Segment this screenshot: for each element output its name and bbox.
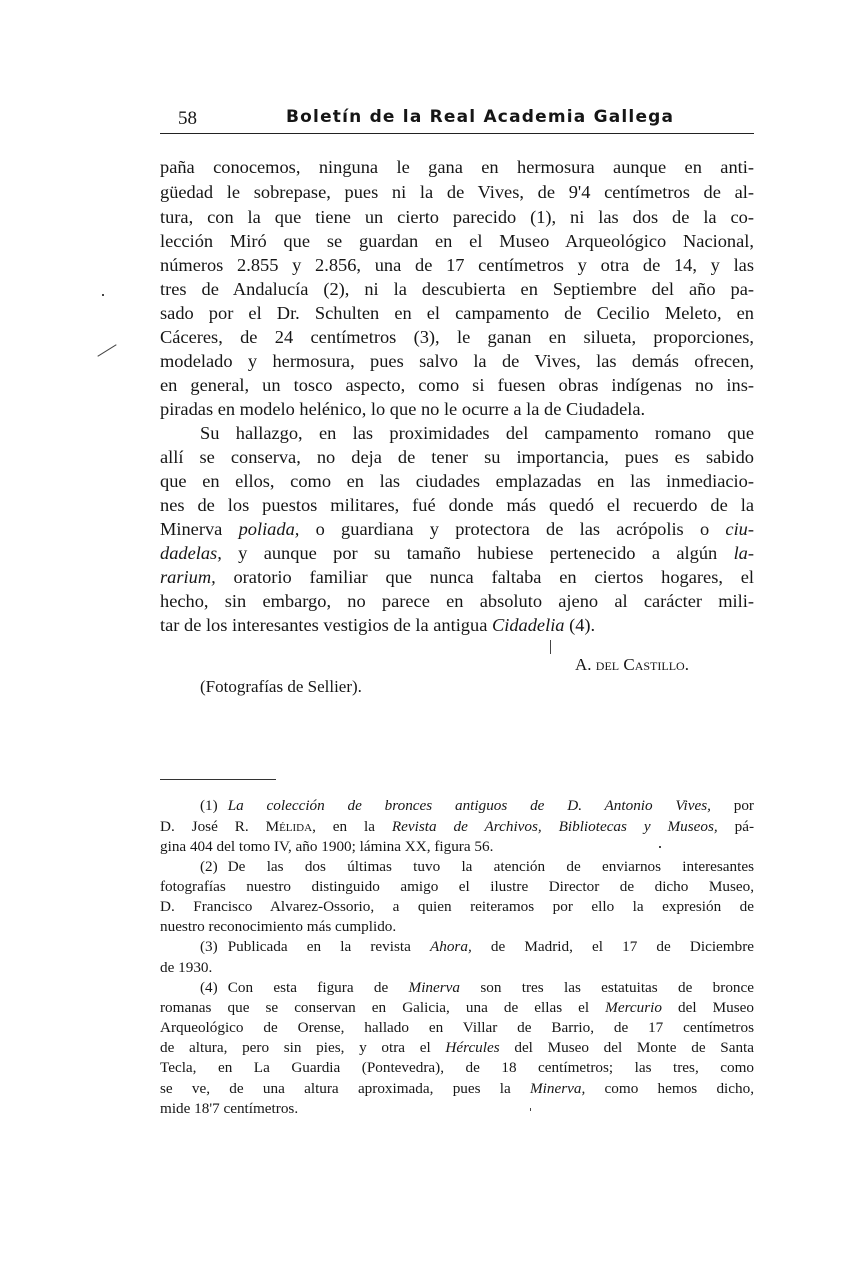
body-line: lección Miró que se guardan en el Museo Arqueológico Nacional, [160, 231, 754, 251]
italic-text: Ahora, [429, 938, 472, 955]
body-line: sado por el Dr. Schulten en el campamento de Cecilio Meleto, en [160, 303, 754, 323]
footnote-line: Tecla, en La Guardia (Pontevedra), de 18 centímetros; las tres, como [160, 1059, 754, 1076]
body-line: paña conocemos, ninguna le gana en hermosura aunque en anti- [160, 157, 754, 177]
author-name: Mélida [265, 818, 313, 835]
body-line: Minerva poliada, o guardiana y protectora de las acrópolis o ciu- [160, 519, 754, 539]
body-line: números 2.855 y 2.856, una de 17 centímetros y otra de 14, y las [160, 255, 754, 275]
signature-initial: A. [575, 655, 596, 674]
footnote-line: fotografías nuestro distinguido amigo el ilustre Director de dicho Museo, [160, 878, 754, 895]
footnote-number: (3) [200, 938, 218, 955]
body-line: Cáceres, de 24 centímetros (3), le ganan en silueta, proporciones, [160, 327, 754, 347]
italic-text: Minerva, [530, 1080, 586, 1097]
body-line: nes de los puestos militares, fué donde más quedó el recuerdo de la [160, 495, 754, 515]
header-rule [160, 133, 754, 134]
footnote-rule [160, 779, 276, 780]
body-line: güedad le sobrepase, pues ni la de Vives, de 9'4 centímetros de al- [160, 182, 754, 202]
italic-text: La colección de bronces antiguos de D. Antonio Vives, [227, 797, 711, 814]
body-line: hecho, sin embargo, no parece en absoluto ajeno al carácter mili- [160, 591, 754, 611]
footnote-line: romanas que se conservan en Galicia, una de ellas el Mercurio del Museo [160, 999, 754, 1016]
body-line: Su hallazgo, en las proximidades del campamento romano que [200, 423, 754, 443]
italic-text: Cidadelia [491, 615, 565, 635]
body-line: tura, con la que tiene un cierto parecido (1), ni las dos de la co- [160, 207, 754, 227]
footnote-line: D. Francisco Alvarez-Ossorio, a quien reiteramos por ello la expresión de [160, 898, 754, 915]
italic-text: Minerva [408, 979, 460, 996]
footnote-line: mide 18'7 centímetros. [160, 1100, 299, 1117]
running-title: Boletín de la Real Academia Gallega [286, 107, 675, 127]
footnote-line: (1) La colección de bronces antiguos de D. Antonio Vives, por [200, 797, 754, 814]
italic-text: la- [733, 543, 754, 563]
footnote-number: (4) [200, 979, 218, 996]
italic-text: dadelas, [160, 543, 222, 563]
footnote-line: (2) De las dos últimas tuvo la atención de enviarnos interesantes [200, 858, 754, 875]
photo-credit: (Fotografías de Sellier). [200, 677, 362, 696]
body-line: tar de los interesantes vestigios de la antigua Cidadelia (4). [160, 615, 596, 635]
italic-text: Revista de Archivos, Bibliotecas y Museos, [391, 818, 718, 835]
footnote-line: (3) Publicada en la revista Ahora, de Madrid, el 17 de Diciembre [200, 938, 755, 955]
footnote-line: D. José R. Mélida, en la Revista de Archivos, Bibliotecas y Museos, pá- [160, 818, 755, 835]
page-number: 58 [178, 108, 197, 129]
author-signature [575, 655, 689, 675]
footnote-line: de altura, pero sin pies, y otra el Hércules del Museo del Monte de Santa [160, 1039, 754, 1056]
signature-name: del Castillo. [595, 655, 689, 674]
body-line: piradas en modelo helénico, lo que no le ocurre a la de Ciudadela. [160, 399, 646, 419]
footnote-number: (1) [200, 797, 218, 814]
body-line: tres de Andalucía (2), ni la descubierta en Septiembre del año pa- [160, 279, 754, 299]
footnote-line: (4) Con esta figura de Minerva son tres las estatuitas de bronce [200, 979, 754, 996]
page-header [160, 104, 754, 134]
italic-text: Mercurio [605, 999, 662, 1016]
body-line: modelado y hermosura, pues salvo la de Vives, las demás ofrecen, [160, 351, 754, 371]
italic-text: rarium, [160, 567, 216, 587]
footnote-line: Arqueológico de Orense, hallado en Villar de Barrio, de 17 centímetros [160, 1019, 754, 1036]
body-line: rarium, oratorio familiar que nunca faltaba en ciertos hogares, el [160, 567, 754, 587]
italic-text: ciu- [725, 519, 754, 539]
footnote-line: de 1930. [160, 959, 213, 976]
body-line: allí se conserva, no deja de tener su importancia, pues es sabido [160, 447, 754, 467]
footnote-line: nuestro reconocimiento más cumplido. [160, 918, 397, 935]
footnote-number: (2) [200, 858, 218, 875]
footnote-line: se ve, de una altura aproximada, pues la Minerva, como hemos dicho, [160, 1080, 755, 1097]
italic-text: poliada, [238, 519, 300, 539]
body-line: en general, un tosco aspecto, como si fuesen obras indígenas no ins- [160, 375, 754, 395]
body-line: que en ellos, como en las ciudades emplazadas en las inmediacio- [160, 471, 754, 491]
italic-text: Hércules [445, 1039, 500, 1056]
footnote-line: gina 404 del tomo IV, año 1900; lámina XX, figura 56. [160, 838, 494, 855]
body-line: dadelas, y aunque por su tamaño hubiese pertenecido a algún la- [160, 543, 754, 563]
